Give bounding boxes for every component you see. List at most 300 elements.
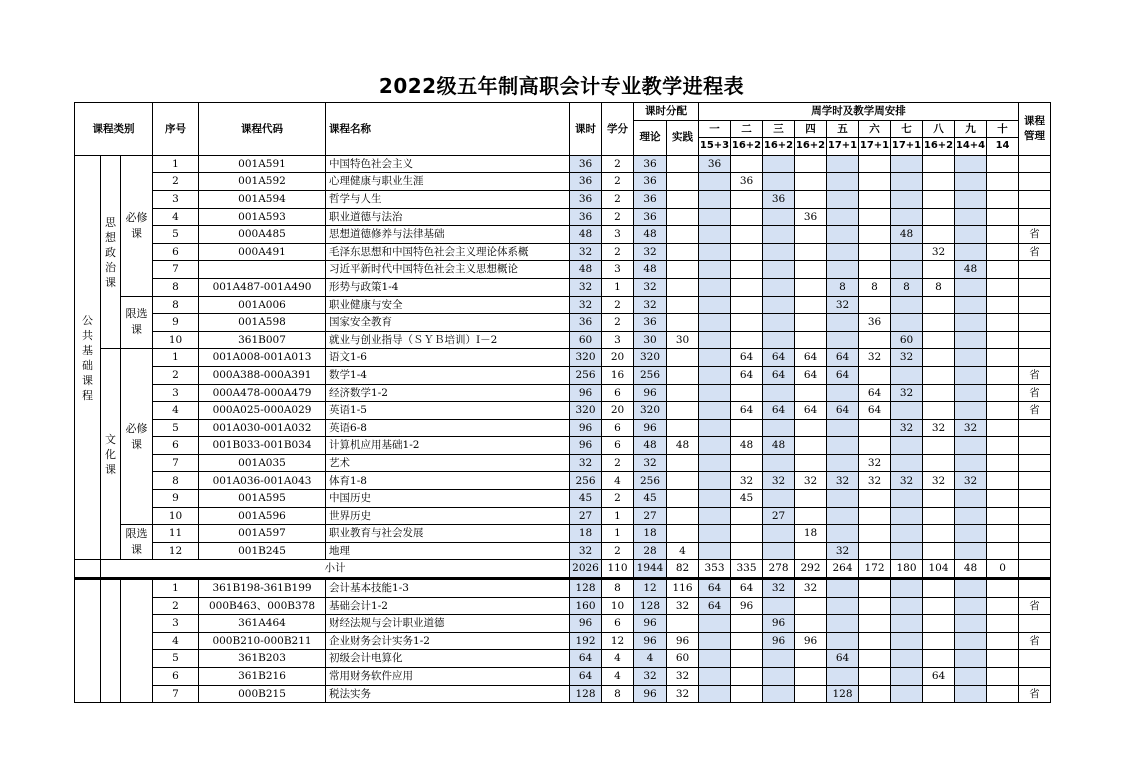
hours-cell: 27 bbox=[570, 507, 602, 525]
seq-cell: 3 bbox=[153, 190, 199, 208]
week-hours-cell bbox=[795, 384, 827, 402]
week-hours-cell: 27 bbox=[763, 507, 795, 525]
hours-cell: 256 bbox=[570, 472, 602, 490]
seq-cell: 7 bbox=[153, 685, 199, 703]
hours-cell: 128 bbox=[570, 685, 602, 703]
week-hours-cell bbox=[795, 650, 827, 668]
theory-cell: 36 bbox=[634, 190, 667, 208]
week-hours-cell bbox=[955, 402, 987, 420]
course-name-cell: 职业健康与安全 bbox=[326, 296, 570, 314]
week-hours-cell bbox=[987, 278, 1019, 296]
week-hours-cell bbox=[763, 419, 795, 437]
practice-cell: 96 bbox=[667, 632, 699, 650]
week-hours-cell bbox=[699, 208, 731, 226]
week-hours-cell: 36 bbox=[699, 155, 731, 173]
seq-cell: 6 bbox=[153, 243, 199, 261]
hours-cell: 32 bbox=[570, 296, 602, 314]
week-hours-cell bbox=[699, 278, 731, 296]
course-name-cell: 经济数学1-2 bbox=[326, 384, 570, 402]
week-hours-cell bbox=[731, 650, 763, 668]
course-name-cell: 初级会计电算化 bbox=[326, 650, 570, 668]
practice-cell bbox=[667, 314, 699, 332]
hours-cell: 96 bbox=[570, 384, 602, 402]
week-hours-cell bbox=[827, 525, 859, 543]
course-name-cell: 英语6-8 bbox=[326, 419, 570, 437]
table-row bbox=[75, 615, 1051, 633]
course-name-cell: 中国历史 bbox=[326, 490, 570, 508]
week-hours-cell bbox=[955, 296, 987, 314]
week-hours-cell bbox=[827, 615, 859, 633]
week-hours-cell bbox=[731, 542, 763, 560]
mgmt-cell bbox=[1019, 261, 1051, 279]
course-name-cell: 职业道德与法治 bbox=[326, 208, 570, 226]
week-hours-cell bbox=[923, 226, 955, 244]
week-hours-cell bbox=[699, 615, 731, 633]
week-hours-cell bbox=[923, 208, 955, 226]
practice-cell bbox=[667, 454, 699, 472]
theory-cell: 30 bbox=[634, 331, 667, 349]
course-name-cell: 计算机应用基础1-2 bbox=[326, 437, 570, 455]
week-hours-cell: 32 bbox=[763, 472, 795, 490]
week-hours-cell bbox=[763, 314, 795, 332]
hours-cell: 45 bbox=[570, 490, 602, 508]
seq-cell: 4 bbox=[153, 208, 199, 226]
table-row bbox=[75, 402, 1051, 420]
credits-cell: 6 bbox=[602, 615, 634, 633]
week-hours-cell bbox=[827, 261, 859, 279]
week-hours-cell bbox=[699, 472, 731, 490]
week-hours-cell bbox=[795, 243, 827, 261]
table-row bbox=[75, 632, 1051, 650]
course-name-cell: 心理健康与职业生涯 bbox=[326, 173, 570, 191]
week-hours-cell bbox=[987, 615, 1019, 633]
course-name-cell: 体育1-8 bbox=[326, 472, 570, 490]
week-hours-cell bbox=[891, 173, 923, 191]
table-row bbox=[75, 331, 1051, 349]
course-name-cell: 会计基本技能1-3 bbox=[326, 579, 570, 598]
credits-cell: 3 bbox=[602, 331, 634, 349]
group-public-label: 公共基础课程 bbox=[75, 155, 101, 560]
week-hours-cell bbox=[827, 668, 859, 686]
week-hours-cell bbox=[955, 349, 987, 367]
mgmt-cell bbox=[1019, 419, 1051, 437]
credits-cell: 10 bbox=[602, 597, 634, 615]
week-hours-cell bbox=[987, 366, 1019, 384]
week-hours-cell bbox=[827, 632, 859, 650]
practice-cell bbox=[667, 402, 699, 420]
table-row bbox=[75, 190, 1051, 208]
credits-cell: 8 bbox=[602, 685, 634, 703]
week-hours-cell bbox=[795, 685, 827, 703]
week-hours-cell: 64 bbox=[795, 366, 827, 384]
page-title: 2022级五年制高职会计专业教学进程表 bbox=[378, 74, 745, 98]
credits-cell: 2 bbox=[602, 190, 634, 208]
week-hours-cell bbox=[731, 384, 763, 402]
week-hours-cell: 48 bbox=[731, 437, 763, 455]
week-hours-cell bbox=[859, 366, 891, 384]
mgmt-cell bbox=[1019, 296, 1051, 314]
week-hours-cell bbox=[763, 243, 795, 261]
week-hours-cell bbox=[795, 615, 827, 633]
theory-cell: 48 bbox=[634, 261, 667, 279]
table-row bbox=[75, 314, 1051, 332]
week-hours-cell bbox=[859, 155, 891, 173]
week-hours-cell: 36 bbox=[763, 190, 795, 208]
course-code-cell: 000B210-000B211 bbox=[199, 632, 326, 650]
week-hours-cell bbox=[955, 314, 987, 332]
week-hours-cell bbox=[923, 173, 955, 191]
week-hours-cell bbox=[923, 384, 955, 402]
subtotal-theory: 1944 bbox=[634, 560, 667, 579]
week-hours-cell bbox=[955, 579, 987, 598]
theory-cell: 27 bbox=[634, 507, 667, 525]
week-hours-cell bbox=[923, 490, 955, 508]
theory-cell: 36 bbox=[634, 155, 667, 173]
week-hours-cell bbox=[827, 579, 859, 598]
subtotal-week-cell: 292 bbox=[795, 560, 827, 579]
week-hours-cell bbox=[731, 155, 763, 173]
subtotal-week-cell: 172 bbox=[859, 560, 891, 579]
practice-cell bbox=[667, 155, 699, 173]
header-term: 一 bbox=[699, 120, 731, 138]
week-hours-cell bbox=[763, 668, 795, 686]
week-hours-cell: 64 bbox=[827, 650, 859, 668]
mgmt-cell: 省 bbox=[1019, 384, 1051, 402]
table-row bbox=[75, 349, 1051, 367]
theory-cell: 256 bbox=[634, 472, 667, 490]
course-name-cell: 思想道德修养与法律基础 bbox=[326, 226, 570, 244]
week-hours-cell bbox=[763, 226, 795, 244]
practice-cell bbox=[667, 243, 699, 261]
week-hours-cell bbox=[891, 296, 923, 314]
week-hours-cell: 32 bbox=[955, 419, 987, 437]
week-hours-cell bbox=[987, 650, 1019, 668]
credits-cell: 20 bbox=[602, 402, 634, 420]
theory-cell: 12 bbox=[634, 579, 667, 598]
week-hours-cell bbox=[955, 632, 987, 650]
week-hours-cell bbox=[827, 454, 859, 472]
credits-cell: 16 bbox=[602, 366, 634, 384]
week-hours-cell bbox=[987, 668, 1019, 686]
theory-cell: 4 bbox=[634, 650, 667, 668]
week-hours-cell bbox=[859, 597, 891, 615]
seq-cell: 3 bbox=[153, 384, 199, 402]
seq-cell: 1 bbox=[153, 155, 199, 173]
elective-label: 限选课 bbox=[121, 296, 153, 349]
header-term: 四 bbox=[795, 120, 827, 138]
credits-cell: 2 bbox=[602, 542, 634, 560]
week-hours-cell bbox=[859, 650, 891, 668]
hours-cell: 36 bbox=[570, 314, 602, 332]
course-code-cell: 001A594 bbox=[199, 190, 326, 208]
week-hours-cell bbox=[795, 542, 827, 560]
course-code-cell: 361B216 bbox=[199, 668, 326, 686]
subtotal-week-cell: 104 bbox=[923, 560, 955, 579]
header-term-weeks: 17+1 bbox=[891, 138, 923, 156]
hours-cell: 160 bbox=[570, 597, 602, 615]
header-theory: 理论 bbox=[634, 120, 667, 155]
week-hours-cell bbox=[795, 507, 827, 525]
practice-cell: 32 bbox=[667, 685, 699, 703]
course-code-cell: 001A596 bbox=[199, 507, 326, 525]
credits-cell: 4 bbox=[602, 650, 634, 668]
hours-cell: 36 bbox=[570, 190, 602, 208]
table-row bbox=[75, 490, 1051, 508]
week-hours-cell: 32 bbox=[763, 579, 795, 598]
week-hours-cell bbox=[987, 507, 1019, 525]
week-hours-cell bbox=[763, 542, 795, 560]
week-hours-cell bbox=[699, 668, 731, 686]
course-code-cell: 001A008-001A013 bbox=[199, 349, 326, 367]
week-hours-cell bbox=[859, 668, 891, 686]
week-hours-cell bbox=[923, 507, 955, 525]
week-hours-cell bbox=[699, 454, 731, 472]
table-row bbox=[75, 261, 1051, 279]
table-row bbox=[75, 454, 1051, 472]
week-hours-cell: 96 bbox=[731, 597, 763, 615]
required-label: 必修课 bbox=[121, 155, 153, 296]
week-hours-cell bbox=[923, 155, 955, 173]
mgmt-cell: 省 bbox=[1019, 366, 1051, 384]
week-hours-cell bbox=[923, 261, 955, 279]
header-hour-alloc: 课时分配 bbox=[634, 103, 699, 121]
week-hours-cell: 48 bbox=[891, 226, 923, 244]
credits-cell: 2 bbox=[602, 454, 634, 472]
week-hours-cell bbox=[731, 190, 763, 208]
week-hours-cell bbox=[987, 579, 1019, 598]
theory-cell: 128 bbox=[634, 597, 667, 615]
week-hours-cell bbox=[731, 454, 763, 472]
week-hours-cell: 64 bbox=[827, 349, 859, 367]
week-hours-cell bbox=[763, 597, 795, 615]
hours-cell: 32 bbox=[570, 454, 602, 472]
week-hours-cell: 8 bbox=[827, 278, 859, 296]
week-hours-cell bbox=[987, 490, 1019, 508]
week-hours-cell bbox=[955, 507, 987, 525]
week-hours-cell bbox=[891, 454, 923, 472]
week-hours-cell bbox=[987, 525, 1019, 543]
course-code-cell: 001A035 bbox=[199, 454, 326, 472]
week-hours-cell bbox=[699, 296, 731, 314]
practice-cell bbox=[667, 173, 699, 191]
course-code-cell: 361A464 bbox=[199, 615, 326, 633]
week-hours-cell bbox=[795, 668, 827, 686]
credits-cell: 6 bbox=[602, 384, 634, 402]
course-code-cell: 361B203 bbox=[199, 650, 326, 668]
week-hours-cell bbox=[955, 542, 987, 560]
week-hours-cell bbox=[827, 419, 859, 437]
week-hours-cell bbox=[891, 525, 923, 543]
week-hours-cell bbox=[987, 419, 1019, 437]
header-term: 二 bbox=[731, 120, 763, 138]
week-hours-cell bbox=[731, 419, 763, 437]
week-hours-cell bbox=[795, 419, 827, 437]
header-hours: 课时 bbox=[570, 103, 602, 156]
week-hours-cell bbox=[987, 632, 1019, 650]
mgmt-cell bbox=[1019, 190, 1051, 208]
week-hours-cell bbox=[763, 173, 795, 191]
course-code-cell: 000B463、000B378 bbox=[199, 597, 326, 615]
mgmt-cell bbox=[1019, 579, 1051, 598]
table-row bbox=[75, 542, 1051, 560]
week-hours-cell bbox=[731, 226, 763, 244]
seq-cell: 1 bbox=[153, 579, 199, 598]
theory-cell: 28 bbox=[634, 542, 667, 560]
mgmt-cell: 省 bbox=[1019, 597, 1051, 615]
practice-cell bbox=[667, 349, 699, 367]
seq-cell: 6 bbox=[153, 437, 199, 455]
hours-cell: 32 bbox=[570, 243, 602, 261]
week-hours-cell bbox=[795, 597, 827, 615]
week-hours-cell bbox=[955, 226, 987, 244]
course-name-cell: 财经法规与会计职业道德 bbox=[326, 615, 570, 633]
course-name-cell: 国家安全教育 bbox=[326, 314, 570, 332]
practice-cell bbox=[667, 296, 699, 314]
week-hours-cell bbox=[699, 349, 731, 367]
course-name-cell: 数学1-4 bbox=[326, 366, 570, 384]
theory-cell: 36 bbox=[634, 208, 667, 226]
header-mgmt: 课程管理 bbox=[1019, 103, 1051, 156]
credits-cell: 2 bbox=[602, 314, 634, 332]
course-name-cell: 常用财务软件应用 bbox=[326, 668, 570, 686]
week-hours-cell: 64 bbox=[827, 402, 859, 420]
week-hours-cell: 36 bbox=[731, 173, 763, 191]
week-hours-cell bbox=[923, 314, 955, 332]
week-hours-cell bbox=[763, 525, 795, 543]
header-term: 三 bbox=[763, 120, 795, 138]
week-hours-cell bbox=[827, 507, 859, 525]
credits-cell: 2 bbox=[602, 296, 634, 314]
mgmt-cell bbox=[1019, 668, 1051, 686]
week-hours-cell bbox=[827, 384, 859, 402]
seq-cell: 5 bbox=[153, 226, 199, 244]
week-hours-cell: 64 bbox=[763, 402, 795, 420]
mgmt-cell bbox=[1019, 490, 1051, 508]
practice-cell bbox=[667, 507, 699, 525]
practice-cell bbox=[667, 472, 699, 490]
week-hours-cell bbox=[795, 314, 827, 332]
week-hours-cell bbox=[731, 507, 763, 525]
week-hours-cell bbox=[987, 454, 1019, 472]
credits-cell: 4 bbox=[602, 472, 634, 490]
week-hours-cell bbox=[731, 278, 763, 296]
table-row bbox=[75, 579, 1051, 598]
week-hours-cell bbox=[987, 685, 1019, 703]
credits-cell: 8 bbox=[602, 579, 634, 598]
group-professional-type-cell bbox=[121, 579, 153, 703]
mgmt-cell bbox=[1019, 173, 1051, 191]
week-hours-cell bbox=[923, 615, 955, 633]
week-hours-cell: 60 bbox=[891, 331, 923, 349]
week-hours-cell bbox=[795, 261, 827, 279]
week-hours-cell: 32 bbox=[891, 472, 923, 490]
table-row bbox=[75, 668, 1051, 686]
credits-cell: 6 bbox=[602, 437, 634, 455]
week-hours-cell: 8 bbox=[891, 278, 923, 296]
course-code-cell: 000A491 bbox=[199, 243, 326, 261]
week-hours-cell bbox=[955, 278, 987, 296]
subtotal-row bbox=[75, 560, 1051, 579]
week-hours-cell bbox=[987, 384, 1019, 402]
week-hours-cell bbox=[731, 331, 763, 349]
week-hours-cell bbox=[731, 615, 763, 633]
week-hours-cell: 45 bbox=[731, 490, 763, 508]
header-term: 十 bbox=[987, 120, 1019, 138]
week-hours-cell bbox=[859, 419, 891, 437]
week-hours-cell bbox=[891, 261, 923, 279]
week-hours-cell: 64 bbox=[795, 402, 827, 420]
subtotal-hours: 2026 bbox=[570, 560, 602, 579]
week-hours-cell bbox=[955, 366, 987, 384]
week-hours-cell bbox=[955, 597, 987, 615]
seq-cell: 1 bbox=[153, 349, 199, 367]
week-hours-cell bbox=[731, 314, 763, 332]
hours-cell: 32 bbox=[570, 542, 602, 560]
week-hours-cell bbox=[763, 261, 795, 279]
credits-cell: 20 bbox=[602, 349, 634, 367]
mgmt-cell bbox=[1019, 542, 1051, 560]
theory-cell: 18 bbox=[634, 525, 667, 543]
week-hours-cell bbox=[699, 261, 731, 279]
subtotal-week-cell: 353 bbox=[699, 560, 731, 579]
week-hours-cell bbox=[699, 419, 731, 437]
mgmt-cell bbox=[1019, 331, 1051, 349]
header-category: 课程类别 bbox=[75, 103, 153, 156]
header-term-weeks: 16+2 bbox=[923, 138, 955, 156]
week-hours-cell bbox=[891, 155, 923, 173]
seq-cell: 4 bbox=[153, 632, 199, 650]
week-hours-cell bbox=[827, 597, 859, 615]
week-hours-cell: 32 bbox=[891, 349, 923, 367]
week-hours-cell bbox=[731, 208, 763, 226]
week-hours-cell bbox=[699, 525, 731, 543]
table-row bbox=[75, 597, 1051, 615]
seq-cell: 12 bbox=[153, 542, 199, 560]
hours-cell: 96 bbox=[570, 615, 602, 633]
week-hours-cell bbox=[955, 668, 987, 686]
seq-cell: 8 bbox=[153, 278, 199, 296]
week-hours-cell bbox=[891, 685, 923, 703]
practice-cell: 4 bbox=[667, 542, 699, 560]
subtotal-week-cell: 278 bbox=[763, 560, 795, 579]
mgmt-cell bbox=[1019, 314, 1051, 332]
week-hours-cell bbox=[923, 542, 955, 560]
week-hours-cell: 48 bbox=[955, 261, 987, 279]
seq-cell: 2 bbox=[153, 173, 199, 191]
hours-cell: 256 bbox=[570, 366, 602, 384]
week-hours-cell bbox=[699, 632, 731, 650]
week-hours-cell: 64 bbox=[763, 366, 795, 384]
week-hours-cell bbox=[955, 173, 987, 191]
course-name-cell: 英语1-5 bbox=[326, 402, 570, 420]
course-code-cell: 000B215 bbox=[199, 685, 326, 703]
week-hours-cell bbox=[763, 208, 795, 226]
course-code-cell: 001A030-001A032 bbox=[199, 419, 326, 437]
theory-cell: 32 bbox=[634, 296, 667, 314]
week-hours-cell: 8 bbox=[859, 278, 891, 296]
week-hours-cell bbox=[955, 650, 987, 668]
week-hours-cell: 96 bbox=[763, 615, 795, 633]
week-hours-cell bbox=[923, 331, 955, 349]
header-term-weeks: 17+1 bbox=[827, 138, 859, 156]
week-hours-cell bbox=[891, 615, 923, 633]
week-hours-cell bbox=[827, 314, 859, 332]
week-hours-cell bbox=[827, 173, 859, 191]
course-code-cell: 001A591 bbox=[199, 155, 326, 173]
week-hours-cell bbox=[699, 650, 731, 668]
week-hours-cell bbox=[795, 331, 827, 349]
subtotal-practice: 82 bbox=[667, 560, 699, 579]
